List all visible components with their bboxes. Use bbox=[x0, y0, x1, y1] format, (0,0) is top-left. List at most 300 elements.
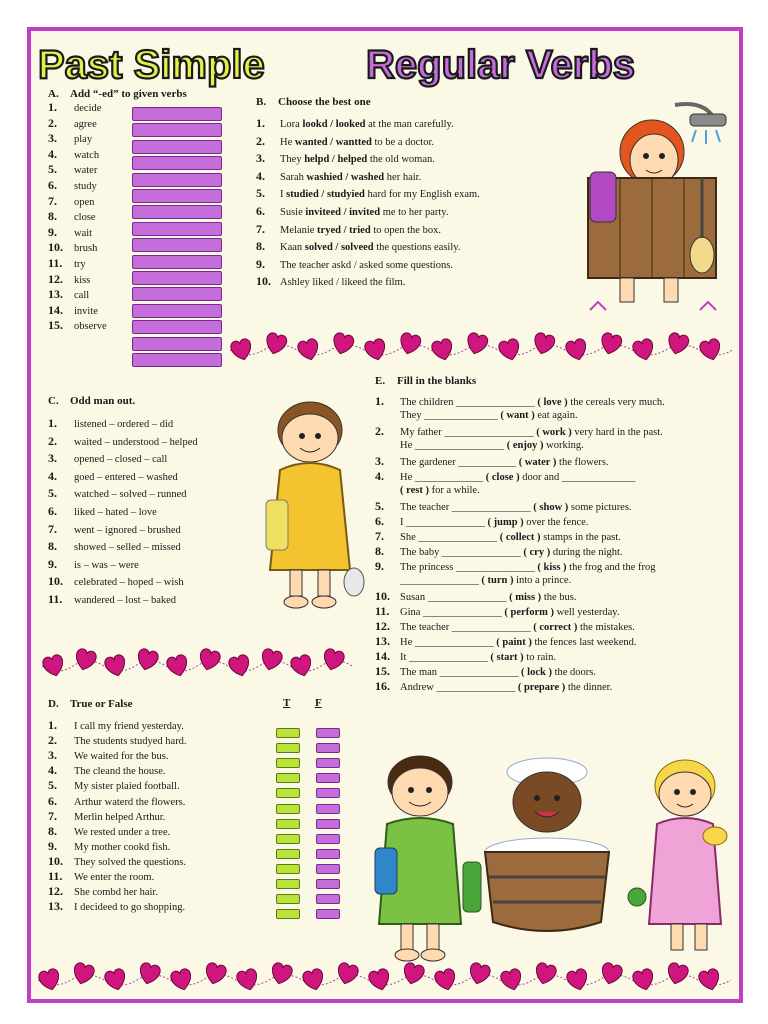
true-false-item bbox=[48, 869, 154, 885]
choice-options[interactable]: inviteed / invited bbox=[305, 207, 381, 218]
blank-pre: They ______________ bbox=[400, 410, 501, 421]
page-title bbox=[30, 32, 740, 90]
verb-hint: ( paint ) bbox=[496, 637, 532, 648]
item-number: 2. bbox=[48, 733, 57, 748]
heart-icon bbox=[631, 968, 655, 993]
blank-pre: The gardener ___________ bbox=[400, 457, 519, 468]
heart-icon bbox=[367, 968, 391, 993]
verb-hint: ( want ) bbox=[500, 410, 535, 421]
odd-item bbox=[48, 504, 157, 520]
item-number: 11. bbox=[48, 256, 63, 270]
odd-words[interactable]: opened – closed – call bbox=[74, 454, 168, 466]
item-number: 11. bbox=[48, 869, 63, 883]
choice-pre: They bbox=[280, 154, 305, 166]
heart-icon bbox=[103, 654, 127, 679]
item-number: 10. bbox=[48, 853, 63, 868]
blank-post: to rain. bbox=[523, 652, 557, 663]
item-number: 5. bbox=[375, 499, 384, 513]
choice-options[interactable]: studied / studyied bbox=[286, 189, 365, 201]
false-box[interactable] bbox=[316, 788, 340, 798]
blank-post: the flowers. bbox=[556, 457, 609, 468]
odd-words[interactable]: celebrated – hoped – wish bbox=[74, 577, 184, 589]
item-number: 3. bbox=[375, 454, 384, 468]
heart-icon bbox=[698, 338, 722, 363]
blank-post: stamps in the past. bbox=[540, 532, 621, 543]
heart-icon bbox=[135, 648, 159, 673]
answer-box[interactable] bbox=[132, 271, 222, 285]
odd-words[interactable]: is – was – were bbox=[74, 559, 139, 571]
fill-blank-item[interactable] bbox=[375, 409, 578, 423]
answer-box[interactable] bbox=[132, 238, 222, 252]
true-box[interactable] bbox=[276, 788, 300, 798]
false-box[interactable] bbox=[316, 728, 340, 738]
heart-icon bbox=[565, 968, 589, 993]
odd-item bbox=[48, 434, 198, 450]
verb-hint: ( water ) bbox=[518, 457, 557, 468]
fill-blank-item[interactable] bbox=[375, 604, 620, 620]
heart-icon bbox=[465, 332, 489, 357]
verb-hint: ( collect ) bbox=[499, 532, 541, 543]
verb-word: open bbox=[74, 196, 95, 208]
true-box[interactable] bbox=[276, 864, 300, 874]
odd-item bbox=[48, 592, 176, 608]
item-number: 10. bbox=[48, 574, 63, 589]
blank-pre: The teacher _______________ bbox=[400, 502, 534, 513]
fill-blank-item[interactable] bbox=[375, 454, 609, 470]
choice-pre: I bbox=[280, 189, 287, 201]
odd-item bbox=[48, 574, 184, 590]
blank-pre: My father _________________ bbox=[400, 427, 537, 438]
blank-post: the dinner. bbox=[565, 682, 613, 693]
hearts-divider-middle bbox=[42, 648, 372, 682]
heart-icon bbox=[564, 338, 588, 363]
odd-words[interactable]: waited – understood – helped bbox=[74, 436, 198, 448]
item-number: 4. bbox=[48, 763, 57, 778]
blank-post: the doors. bbox=[551, 667, 596, 678]
choice-pre: Susie bbox=[280, 207, 306, 218]
choice-options[interactable]: lookd / looked bbox=[302, 119, 366, 130]
odd-words[interactable]: wandered – lost – baked bbox=[74, 595, 177, 606]
statement-text: My mother cookd fish. bbox=[74, 841, 171, 853]
answer-box[interactable] bbox=[132, 123, 222, 137]
heart-icon bbox=[666, 332, 690, 357]
item-number: 6. bbox=[48, 178, 57, 192]
heart-icon bbox=[73, 648, 97, 673]
item-number: 13. bbox=[48, 287, 63, 302]
answer-box[interactable] bbox=[132, 140, 222, 154]
verb-word: wait bbox=[74, 227, 93, 239]
statement-text: The students studyed hard. bbox=[74, 736, 187, 748]
heart-icon bbox=[335, 962, 359, 987]
bath-kids-illustration bbox=[375, 752, 735, 967]
true-false-item bbox=[48, 763, 166, 779]
verb-word: invite bbox=[74, 305, 98, 317]
statement-text: She combd her hair. bbox=[74, 887, 158, 899]
boy-yellow-robe-illustration bbox=[262, 400, 372, 615]
choice-pre: Kaan bbox=[280, 242, 305, 254]
odd-item bbox=[48, 557, 139, 573]
item-number: 11. bbox=[375, 604, 390, 618]
heart-icon bbox=[289, 654, 313, 679]
item-number: 5. bbox=[48, 486, 57, 501]
blank-post: over the fence. bbox=[523, 517, 589, 528]
heart-icon bbox=[203, 962, 227, 987]
fill-blank-item[interactable] bbox=[375, 499, 632, 515]
fill-blank-item[interactable] bbox=[375, 679, 612, 695]
blank-post: working. bbox=[543, 440, 584, 451]
true-false-item bbox=[48, 809, 165, 825]
verb-item bbox=[48, 272, 90, 288]
fill-blank-item[interactable] bbox=[375, 424, 663, 440]
fill-blank-item[interactable] bbox=[375, 484, 480, 498]
true-false-item bbox=[48, 884, 158, 900]
odd-words[interactable]: liked – hated – love bbox=[74, 507, 157, 518]
verb-word: call bbox=[74, 290, 90, 302]
heart-icon bbox=[137, 962, 161, 987]
heart-icon bbox=[71, 962, 95, 987]
item-number: 1. bbox=[48, 416, 57, 430]
true-box[interactable] bbox=[276, 909, 300, 919]
blank-post: door and ______________ bbox=[519, 472, 636, 483]
fill-blank-item[interactable] bbox=[375, 514, 588, 530]
choice-item bbox=[256, 116, 454, 132]
false-box[interactable] bbox=[316, 804, 340, 814]
choice-pre: He bbox=[280, 136, 295, 148]
true-box[interactable] bbox=[276, 773, 300, 783]
true-box[interactable] bbox=[276, 804, 300, 814]
odd-item bbox=[48, 486, 187, 502]
heart-icon bbox=[697, 968, 721, 993]
statement-text: We enter the room. bbox=[74, 872, 155, 883]
false-box[interactable] bbox=[316, 773, 340, 783]
choice-pre: Melanie bbox=[280, 224, 318, 236]
true-box[interactable] bbox=[276, 834, 300, 844]
true-false-item bbox=[48, 778, 180, 794]
section-c-heading: C. Odd man out. bbox=[48, 395, 136, 407]
heart-icon bbox=[296, 338, 320, 363]
item-number: 9. bbox=[256, 256, 265, 271]
verb-item bbox=[48, 162, 97, 178]
blank-post: the bus. bbox=[541, 592, 577, 603]
statement-text: I decideed to go shopping. bbox=[74, 902, 186, 914]
blank-post: very hard in the past. bbox=[571, 427, 663, 438]
verb-hint: ( show ) bbox=[533, 502, 569, 513]
blank-post: for a while. bbox=[428, 485, 480, 496]
statement-text: We rested under a tree. bbox=[74, 826, 171, 838]
false-box[interactable] bbox=[316, 834, 340, 844]
blank-pre: Gina _______________ bbox=[400, 607, 505, 618]
answer-box[interactable] bbox=[132, 287, 222, 301]
section-e-heading: E. Fill in the blanks bbox=[375, 375, 477, 387]
verb-word: agree bbox=[74, 118, 97, 130]
false-box[interactable] bbox=[316, 758, 340, 768]
false-box[interactable] bbox=[316, 743, 340, 753]
heart-icon bbox=[398, 332, 422, 357]
heart-icon bbox=[37, 968, 61, 993]
choice-item bbox=[256, 151, 435, 167]
true-false-item bbox=[48, 733, 187, 749]
verb-word: watch bbox=[74, 149, 100, 161]
statement-text: We waited for the bus. bbox=[74, 751, 169, 763]
verb-word: study bbox=[74, 181, 97, 192]
item-number: 14. bbox=[48, 302, 63, 317]
blank-pre: Andrew _______________ bbox=[400, 682, 518, 693]
blank-pre: Susan _______________ bbox=[400, 592, 510, 603]
blank-post: some pictures. bbox=[568, 502, 632, 513]
verb-item bbox=[48, 194, 94, 210]
item-number: 5. bbox=[48, 162, 57, 177]
item-number: 3. bbox=[48, 451, 57, 466]
section-d-heading: D. True or False bbox=[48, 698, 133, 710]
item-number: 3. bbox=[48, 131, 57, 146]
item-number: 4. bbox=[48, 146, 57, 161]
false-box[interactable] bbox=[316, 909, 340, 919]
answer-box[interactable] bbox=[132, 156, 222, 170]
blank-post: the cereals very much. bbox=[567, 397, 665, 408]
verb-item bbox=[48, 116, 97, 132]
true-box[interactable] bbox=[276, 879, 300, 889]
odd-words[interactable]: went – ignored – brushed bbox=[74, 524, 181, 536]
item-number: 15. bbox=[375, 664, 390, 678]
verb-item bbox=[48, 225, 92, 241]
fill-blank-item[interactable] bbox=[375, 664, 596, 680]
heart-icon bbox=[259, 648, 283, 673]
choice-item bbox=[256, 257, 453, 273]
true-box[interactable] bbox=[276, 743, 300, 753]
choice-item bbox=[256, 134, 434, 150]
item-number: 15. bbox=[48, 318, 63, 333]
hearts-divider-bottom bbox=[38, 962, 738, 996]
heart-icon bbox=[169, 968, 193, 993]
heart-icon bbox=[235, 968, 259, 993]
heart-icon bbox=[430, 338, 454, 363]
heart-icon bbox=[229, 338, 253, 363]
item-number: 6. bbox=[256, 204, 265, 218]
item-number: 10. bbox=[256, 274, 271, 289]
true-false-item bbox=[48, 794, 185, 810]
item-number: 8. bbox=[48, 823, 57, 838]
item-number: 13. bbox=[375, 634, 390, 648]
true-false-item bbox=[48, 839, 170, 855]
verb-word: play bbox=[74, 134, 93, 146]
fill-blank-item[interactable] bbox=[375, 469, 635, 485]
answer-box[interactable] bbox=[132, 320, 222, 334]
item-number: 3. bbox=[256, 151, 265, 166]
heart-icon bbox=[41, 654, 65, 679]
heart-icon bbox=[227, 654, 251, 679]
answer-box[interactable] bbox=[132, 205, 222, 219]
blank-pre: He _____________ bbox=[400, 472, 486, 483]
blank-pre: _______________ bbox=[400, 575, 482, 586]
blank-pre: She _______________ bbox=[400, 532, 500, 543]
odd-words[interactable]: watched – solved – runned bbox=[74, 489, 187, 501]
fill-blank-item[interactable] bbox=[375, 439, 584, 453]
choice-options[interactable]: helpd / helped bbox=[304, 154, 368, 166]
section-a-heading: A. Add “-ed” to given verbs bbox=[48, 88, 187, 100]
answer-box[interactable] bbox=[132, 255, 222, 269]
verb-hint: ( turn ) bbox=[481, 575, 514, 586]
item-number: 7. bbox=[48, 808, 57, 823]
true-box[interactable] bbox=[276, 758, 300, 768]
item-number: 1. bbox=[256, 116, 265, 130]
answer-box[interactable] bbox=[132, 337, 222, 351]
fill-blank-item[interactable] bbox=[375, 544, 623, 560]
verb-hint: ( kiss ) bbox=[537, 562, 567, 573]
verb-hint: ( lock ) bbox=[521, 667, 552, 678]
answer-box[interactable] bbox=[132, 353, 222, 367]
blank-pre: The man _______________ bbox=[400, 667, 522, 678]
item-number: 7. bbox=[256, 221, 265, 236]
choice-item bbox=[256, 274, 405, 290]
blank-pre: The baby _______________ bbox=[400, 547, 524, 558]
choice-post: to open the box. bbox=[370, 224, 441, 236]
item-number: 5. bbox=[256, 186, 265, 201]
true-box[interactable] bbox=[276, 849, 300, 859]
false-box[interactable] bbox=[316, 819, 340, 829]
fill-blank-item[interactable] bbox=[375, 394, 665, 410]
item-number: 9. bbox=[48, 224, 57, 239]
heart-icon bbox=[165, 654, 189, 679]
blank-post: during the night. bbox=[550, 547, 623, 558]
choice-options[interactable]: washied / washed bbox=[306, 171, 385, 183]
choice-post: the questions easily. bbox=[373, 242, 461, 254]
item-number: 1. bbox=[48, 100, 57, 114]
fill-blank-item[interactable] bbox=[375, 559, 655, 575]
odd-words[interactable]: showed – selled – missed bbox=[74, 542, 181, 554]
choice-pre: Sarah bbox=[280, 171, 307, 183]
blank-pre: It _______________ bbox=[400, 652, 491, 663]
hearts-divider-top bbox=[230, 332, 740, 366]
item-number: 9. bbox=[48, 556, 57, 571]
shower-girl-illustration bbox=[580, 100, 730, 320]
false-box[interactable] bbox=[316, 894, 340, 904]
item-number: 6. bbox=[48, 793, 57, 808]
false-box[interactable] bbox=[316, 849, 340, 859]
item-number: 4. bbox=[256, 168, 265, 183]
odd-item bbox=[48, 539, 181, 555]
true-false-item bbox=[48, 718, 184, 734]
fill-blank-item[interactable] bbox=[375, 529, 621, 545]
item-number: 8. bbox=[48, 209, 57, 224]
verb-hint: ( enjoy ) bbox=[506, 440, 544, 451]
verb-word: kiss bbox=[74, 274, 91, 286]
heart-icon bbox=[532, 332, 556, 357]
verb-word: try bbox=[74, 259, 86, 270]
heart-icon bbox=[631, 338, 655, 363]
verb-item bbox=[48, 178, 97, 194]
choice-options[interactable]: tryed / tried bbox=[317, 224, 371, 236]
answer-box[interactable] bbox=[132, 189, 222, 203]
choice-item bbox=[256, 204, 448, 220]
choice-post: to be a doctor. bbox=[371, 136, 434, 148]
heart-icon bbox=[264, 332, 288, 357]
item-number: 3. bbox=[48, 748, 57, 763]
blank-post: into a prince. bbox=[513, 575, 572, 586]
fill-blank-item[interactable] bbox=[375, 574, 571, 588]
heart-icon bbox=[599, 332, 623, 357]
true-box[interactable] bbox=[276, 819, 300, 829]
item-number: 12. bbox=[375, 619, 390, 633]
answer-box[interactable] bbox=[132, 173, 222, 187]
verb-hint: ( miss ) bbox=[509, 592, 542, 603]
choice-item bbox=[256, 239, 460, 255]
item-number: 13. bbox=[48, 899, 63, 914]
fill-blank-item[interactable] bbox=[375, 619, 635, 635]
fill-blank-item[interactable] bbox=[375, 634, 637, 650]
choice-post: her hair. bbox=[384, 171, 422, 183]
odd-item bbox=[48, 451, 167, 467]
odd-words[interactable]: goed – entered – washed bbox=[74, 471, 178, 483]
true-box[interactable] bbox=[276, 894, 300, 904]
item-number: 10. bbox=[375, 589, 390, 603]
choice-pre: Lora bbox=[280, 119, 303, 130]
verb-hint: ( perform ) bbox=[504, 607, 554, 618]
false-column-label: F bbox=[315, 697, 322, 709]
odd-words[interactable]: listened – ordered – did bbox=[74, 419, 174, 430]
verb-item bbox=[48, 303, 98, 319]
answer-box[interactable] bbox=[132, 304, 222, 318]
blank-pre: He _______________ bbox=[400, 637, 497, 648]
answer-box[interactable] bbox=[132, 222, 222, 236]
true-box[interactable] bbox=[276, 728, 300, 738]
section-b-heading: B. Choose the best one bbox=[256, 96, 371, 108]
blank-pre: The princess _______________ bbox=[400, 562, 538, 573]
verb-item bbox=[48, 287, 89, 303]
false-box[interactable] bbox=[316, 879, 340, 889]
fill-blank-item[interactable] bbox=[375, 589, 576, 605]
item-number: 12. bbox=[48, 271, 63, 286]
choice-options[interactable]: wanted / wantted bbox=[294, 136, 372, 148]
verb-word: observe bbox=[74, 321, 107, 333]
true-false-item bbox=[48, 854, 186, 870]
true-column-label: T bbox=[283, 697, 291, 709]
verb-item bbox=[48, 100, 101, 116]
statement-text: Merlin helped Arthur. bbox=[74, 811, 166, 823]
choice-options[interactable]: solved / solveed bbox=[304, 242, 374, 254]
item-number: 4. bbox=[375, 469, 384, 483]
odd-item bbox=[48, 469, 178, 485]
verb-item bbox=[48, 147, 99, 163]
choice-item bbox=[256, 222, 441, 238]
item-number: 9. bbox=[375, 559, 384, 573]
item-number: 2. bbox=[256, 133, 265, 148]
statement-text: I call my friend yesterday. bbox=[74, 721, 184, 732]
fill-blank-item[interactable] bbox=[375, 649, 556, 665]
verb-item bbox=[48, 209, 96, 225]
heart-icon bbox=[497, 338, 521, 363]
choice-post: hard for my English exam. bbox=[364, 189, 480, 201]
true-false-item bbox=[48, 824, 170, 840]
false-box[interactable] bbox=[316, 864, 340, 874]
heart-icon bbox=[301, 968, 325, 993]
statement-text: Arthur waterd the flowers. bbox=[74, 796, 186, 808]
heart-icon bbox=[197, 648, 221, 673]
item-number: 5. bbox=[48, 778, 57, 793]
heart-icon bbox=[269, 962, 293, 987]
choice-post: the old woman. bbox=[367, 154, 435, 166]
choice-item bbox=[256, 186, 480, 202]
verb-word: water bbox=[74, 165, 98, 177]
blank-pre: The children _______________ bbox=[400, 397, 538, 408]
blank-post: the fences last weekend. bbox=[531, 637, 637, 648]
verb-hint: ( love ) bbox=[537, 397, 568, 408]
verb-hint: ( jump ) bbox=[487, 517, 524, 528]
choice-item bbox=[256, 169, 421, 185]
item-number: 12. bbox=[48, 884, 63, 899]
answer-box[interactable] bbox=[132, 107, 222, 121]
choice-pre: Ashley liked / likeed the film. bbox=[280, 277, 406, 289]
blank-pre: I _______________ bbox=[400, 517, 488, 528]
